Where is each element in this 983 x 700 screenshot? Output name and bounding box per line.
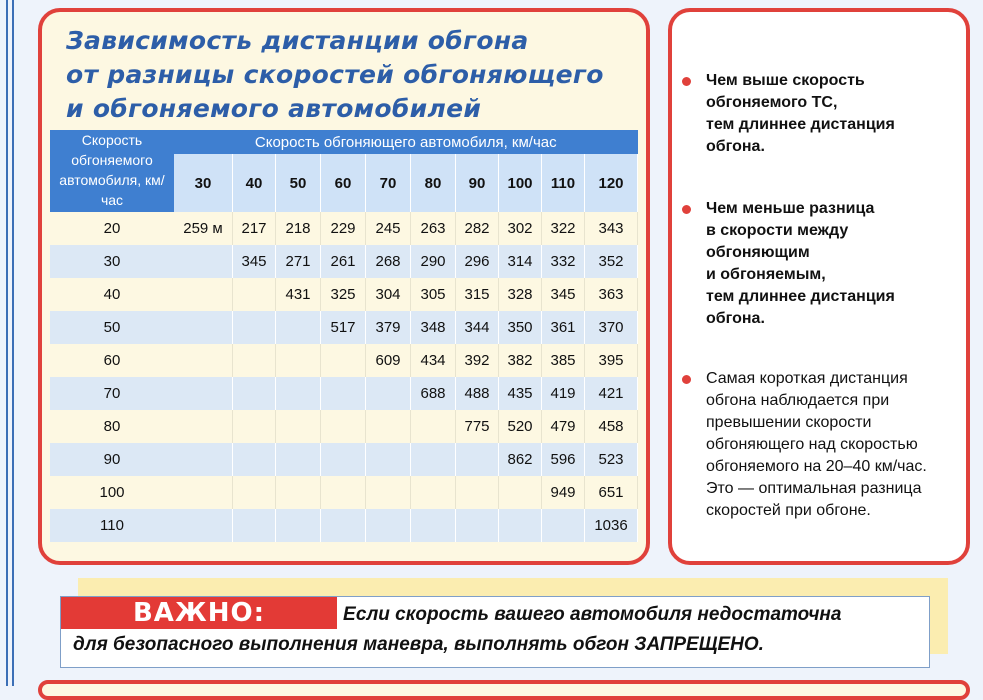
distance-cell: 596 bbox=[542, 443, 585, 476]
speed-column-header: 70 bbox=[366, 154, 411, 212]
distance-cell: 271 bbox=[276, 245, 321, 278]
distance-cell: 328 bbox=[499, 278, 542, 311]
note-text: Чем выше скорость обгоняемого ТС, тем длиннее дистанция обгона. bbox=[706, 72, 895, 155]
distance-cell: 259 м bbox=[174, 212, 233, 245]
row-speed-label: 40 bbox=[50, 278, 174, 311]
distance-cell bbox=[276, 344, 321, 377]
distance-cell bbox=[174, 410, 233, 443]
bullet-icon bbox=[682, 205, 691, 214]
distance-cell: 434 bbox=[411, 344, 456, 377]
distance-cell: 348 bbox=[411, 311, 456, 344]
distance-cell: 315 bbox=[456, 278, 499, 311]
distance-cell: 345 bbox=[542, 278, 585, 311]
title-line-1: Зависимость дистанции обгона bbox=[66, 26, 529, 55]
warning-text-line-2: для безопасного выполнения маневра, выполнять обгон ЗАПРЕЩЕНО. bbox=[73, 634, 764, 655]
distance-cell: 282 bbox=[456, 212, 499, 245]
speed-column-header: 120 bbox=[585, 154, 638, 212]
table-row bbox=[50, 509, 638, 542]
distance-cell: 229 bbox=[321, 212, 366, 245]
distance-cell: 392 bbox=[456, 344, 499, 377]
distance-cell: 421 bbox=[585, 377, 638, 410]
distance-cell bbox=[366, 476, 411, 509]
note-text: Самая короткая дистанция обгона наблюдается при превышении скорости обгоняющего над скоростью обгоняемого на 20–40 км/час. Это — оптимальная разница скоростей при обгоне. bbox=[706, 370, 927, 519]
left-stripe bbox=[6, 0, 8, 686]
distance-cell bbox=[174, 278, 233, 311]
distance-cell: 263 bbox=[411, 212, 456, 245]
distance-cell: 435 bbox=[499, 377, 542, 410]
distance-cell: 431 bbox=[276, 278, 321, 311]
table-row bbox=[50, 377, 638, 410]
speed-column-header: 50 bbox=[276, 154, 321, 212]
distance-cell bbox=[233, 311, 276, 344]
distance-cell: 305 bbox=[411, 278, 456, 311]
title-line-3: и обгоняемого автомобилей bbox=[66, 94, 482, 123]
distance-cell: 363 bbox=[585, 278, 638, 311]
distance-cell bbox=[366, 410, 411, 443]
distance-cell bbox=[411, 443, 456, 476]
row-speed-label: 50 bbox=[50, 311, 174, 344]
distance-cell: 325 bbox=[321, 278, 366, 311]
distance-cell: 523 bbox=[585, 443, 638, 476]
distance-cell: 290 bbox=[411, 245, 456, 278]
distance-cell bbox=[321, 476, 366, 509]
distance-cell: 651 bbox=[585, 476, 638, 509]
speed-column-header: 80 bbox=[411, 154, 456, 212]
warning-box bbox=[60, 596, 930, 668]
distance-cell bbox=[321, 377, 366, 410]
speed-column-header: 60 bbox=[321, 154, 366, 212]
table-row bbox=[50, 245, 638, 278]
row-speed-label: 20 bbox=[50, 212, 174, 245]
distance-cell bbox=[174, 311, 233, 344]
distance-cell bbox=[276, 311, 321, 344]
distance-cell bbox=[456, 443, 499, 476]
distance-cell bbox=[174, 377, 233, 410]
row-speed-label: 80 bbox=[50, 410, 174, 443]
row-speed-label: 60 bbox=[50, 344, 174, 377]
distance-cell: 479 bbox=[542, 410, 585, 443]
distance-cell bbox=[542, 509, 585, 542]
distance-cell: 345 bbox=[233, 245, 276, 278]
table-row bbox=[50, 410, 638, 443]
table-row bbox=[50, 311, 638, 344]
distance-cell: 458 bbox=[585, 410, 638, 443]
title-line-2: от разницы скоростей обгоняющего bbox=[66, 60, 604, 89]
distance-cell: 1036 bbox=[585, 509, 638, 542]
distance-cell bbox=[456, 476, 499, 509]
row-speed-label: 70 bbox=[50, 377, 174, 410]
distance-cell bbox=[276, 377, 321, 410]
distance-cell: 322 bbox=[542, 212, 585, 245]
distance-cell bbox=[233, 509, 276, 542]
distance-cell: 370 bbox=[585, 311, 638, 344]
notes-panel bbox=[668, 8, 970, 565]
distance-cell: 296 bbox=[456, 245, 499, 278]
distance-cell bbox=[411, 410, 456, 443]
distance-cell bbox=[276, 476, 321, 509]
distance-cell bbox=[233, 377, 276, 410]
table-row bbox=[50, 344, 638, 377]
note-item bbox=[682, 368, 966, 522]
distance-table bbox=[50, 130, 638, 542]
distance-cell bbox=[411, 476, 456, 509]
distance-cell bbox=[174, 509, 233, 542]
bullet-icon bbox=[682, 375, 691, 384]
page-title bbox=[66, 24, 604, 126]
distance-cell bbox=[321, 443, 366, 476]
distance-cell bbox=[366, 443, 411, 476]
distance-cell: 344 bbox=[456, 311, 499, 344]
distance-cell: 352 bbox=[585, 245, 638, 278]
distance-cell: 688 bbox=[411, 377, 456, 410]
distance-cell bbox=[174, 344, 233, 377]
speed-column-header: 100 bbox=[499, 154, 542, 212]
distance-cell bbox=[233, 476, 276, 509]
distance-cell bbox=[174, 476, 233, 509]
distance-cell: 517 bbox=[321, 311, 366, 344]
distance-cell: 361 bbox=[542, 311, 585, 344]
table-row bbox=[50, 476, 638, 509]
row-speed-label: 110 bbox=[50, 509, 174, 542]
distance-cell bbox=[233, 344, 276, 377]
distance-cell: 302 bbox=[499, 212, 542, 245]
speed-column-header: 110 bbox=[542, 154, 585, 212]
distance-cell: 332 bbox=[542, 245, 585, 278]
speed-column-header: 30 bbox=[174, 154, 233, 212]
note-item bbox=[682, 198, 966, 330]
table-row bbox=[50, 443, 638, 476]
distance-cell: 261 bbox=[321, 245, 366, 278]
speed-column-header: 90 bbox=[456, 154, 499, 212]
distance-cell: 862 bbox=[499, 443, 542, 476]
distance-cell bbox=[366, 509, 411, 542]
distance-cell: 382 bbox=[499, 344, 542, 377]
bullet-icon bbox=[682, 77, 691, 86]
distance-cell bbox=[276, 443, 321, 476]
distance-cell: 268 bbox=[366, 245, 411, 278]
distance-cell bbox=[411, 509, 456, 542]
corner-header: Скорость обгоняемого автомобиля, км/час bbox=[50, 130, 174, 212]
distance-cell: 385 bbox=[542, 344, 585, 377]
distance-cell: 343 bbox=[585, 212, 638, 245]
table-row bbox=[50, 212, 638, 245]
distance-cell bbox=[499, 509, 542, 542]
distance-cell: 350 bbox=[499, 311, 542, 344]
distance-cell bbox=[174, 245, 233, 278]
distance-cell bbox=[233, 443, 276, 476]
note-item bbox=[682, 70, 966, 158]
distance-cell: 775 bbox=[456, 410, 499, 443]
distance-cell bbox=[456, 509, 499, 542]
distance-cell: 304 bbox=[366, 278, 411, 311]
column-group-header: Скорость обгоняющего автомобиля, км/час bbox=[174, 130, 638, 154]
distance-cell bbox=[499, 476, 542, 509]
distance-cell: 314 bbox=[499, 245, 542, 278]
warning-text-line-1: Если скорость вашего автомобиля недостаточна bbox=[343, 604, 842, 625]
distance-cell bbox=[321, 410, 366, 443]
distance-cell: 488 bbox=[456, 377, 499, 410]
distance-cell bbox=[233, 278, 276, 311]
table-row bbox=[50, 278, 638, 311]
distance-cell: 218 bbox=[276, 212, 321, 245]
distance-cell bbox=[233, 410, 276, 443]
distance-cell bbox=[366, 377, 411, 410]
left-stripe-2 bbox=[12, 0, 14, 686]
distance-cell: 949 bbox=[542, 476, 585, 509]
next-panel-edge bbox=[38, 680, 970, 700]
distance-cell bbox=[321, 344, 366, 377]
speed-column-header: 40 bbox=[233, 154, 276, 212]
distance-cell: 609 bbox=[366, 344, 411, 377]
distance-cell bbox=[276, 509, 321, 542]
row-speed-label: 90 bbox=[50, 443, 174, 476]
distance-cell: 379 bbox=[366, 311, 411, 344]
row-speed-label: 30 bbox=[50, 245, 174, 278]
distance-cell: 520 bbox=[499, 410, 542, 443]
row-speed-label: 100 bbox=[50, 476, 174, 509]
distance-cell bbox=[321, 509, 366, 542]
distance-cell: 245 bbox=[366, 212, 411, 245]
table-panel bbox=[38, 8, 650, 565]
distance-cell: 395 bbox=[585, 344, 638, 377]
distance-cell bbox=[174, 443, 233, 476]
distance-cell: 217 bbox=[233, 212, 276, 245]
distance-cell: 419 bbox=[542, 377, 585, 410]
warning-label: ВАЖНО: bbox=[61, 597, 337, 629]
distance-cell bbox=[276, 410, 321, 443]
note-text: Чем меньше разница в скорости между обгоняющим и обгоняемым, тем длиннее дистанция обгона. bbox=[706, 200, 895, 327]
